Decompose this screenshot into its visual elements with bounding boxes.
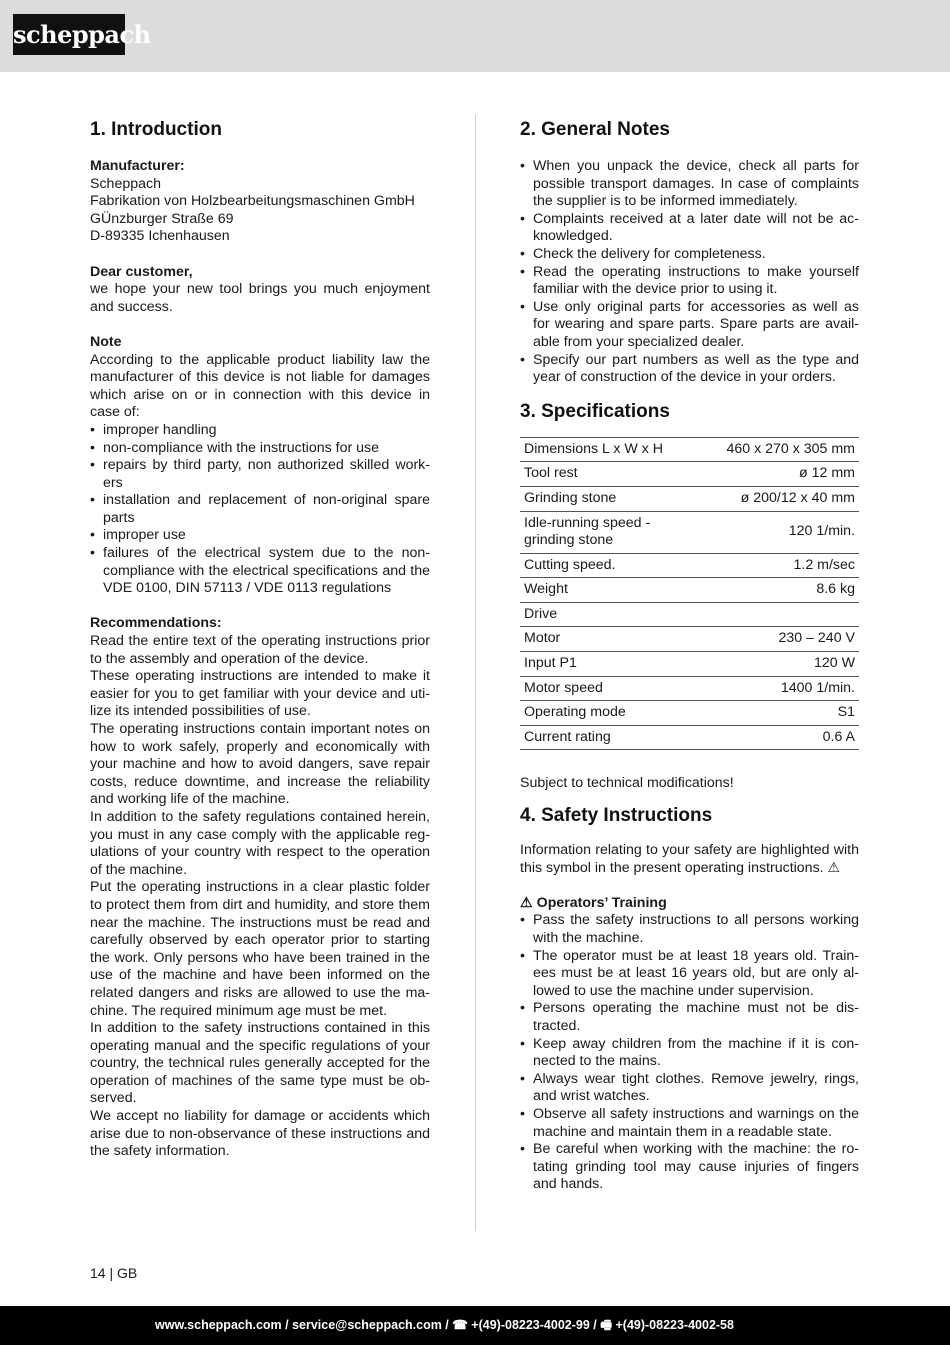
- safety-instructions-heading: 4. Safety Instructions: [520, 805, 713, 827]
- contact-info: www.scheppach.com / service@scheppach.com / ☎ +(49)-08223-4002-99 / 🖷 +(49)-08223-4002-58: [155, 1318, 734, 1332]
- training-item: • Pass the safety instructions to all persons working with the machine.: [520, 912, 859, 947]
- technical-modifications-note: Subject to technical modifications!: [520, 775, 734, 792]
- note-label: Note: [90, 333, 122, 350]
- spec-value: [670, 602, 859, 627]
- table-row: [520, 437, 859, 462]
- training-item: • The operator must be at least 18 years old. Train-ees must be at least 16 years old, but are only al-lowed to use the machine under supervision.: [520, 948, 859, 1001]
- recommendation-paragraph: We accept no liability for damage or accidents which arise due to non-observance of these instructions and the safety information.: [90, 1108, 430, 1160]
- operators-training-label: ⚠ Operators’ Training: [520, 894, 667, 911]
- spec-label: Grinding stone: [520, 486, 670, 511]
- spec-label: Current rating: [520, 725, 670, 750]
- manufacturer-label: Manufacturer:: [90, 158, 185, 174]
- spec-value: ø 12 mm: [670, 462, 859, 487]
- table-row: [520, 602, 859, 627]
- spec-label: Drive: [520, 602, 670, 627]
- table-row: [520, 578, 859, 603]
- note-item: • improper handling: [90, 422, 430, 440]
- spec-label: Operating mode: [520, 701, 670, 726]
- general-note-item: • Complaints received at a later date will not be ac-knowledged.: [520, 211, 859, 246]
- table-row: [520, 486, 859, 511]
- note-item: • non-compliance with the instructions for use: [90, 440, 430, 458]
- manufacturer-street: GÜnzburger Straße 69: [90, 210, 234, 227]
- spec-value: 1.2 m/sec: [670, 553, 859, 578]
- table-row: [520, 676, 859, 701]
- recommendation-paragraph: In addition to the safety instructions contained in this operating manual and the specific regulations of your country, the technical rules generally accepted for the operation of machines of the same type must be ob-served.: [90, 1020, 430, 1107]
- spec-label: Motor speed: [520, 676, 670, 701]
- recommendation-paragraph: In addition to the safety regulations contained herein, you must in any case comply with the applicable reg-ulations of your country with respect to the operation of the machine.: [90, 808, 430, 878]
- general-note-item: • Specify our part numbers as well as the type and year of construction of the device in your orders.: [520, 352, 859, 387]
- spec-label: Tool rest: [520, 462, 670, 487]
- spec-value: 8.6 kg: [670, 578, 859, 603]
- table-row: [520, 627, 859, 652]
- training-item: • Keep away children from the machine if it is con-nected to the mains.: [520, 1036, 859, 1071]
- recommendations-label: Recommendations:: [90, 615, 222, 632]
- dear-customer-label: Dear customer,: [90, 263, 193, 280]
- note-text: According to the applicable product liability law the manufacturer of this device is not liable for damages which arise on or in connection with this device in case of:: [90, 351, 430, 421]
- operators-training-list: [520, 912, 859, 1194]
- recommendation-paragraph: Put the operating instructions in a clear plastic folder to protect them from dirt and humidity, and store them near the machine. The instructions must be read and carefully observed by each operator prior to starting the work. Only persons who have been trained in the use of the machine and have been informed on the related dangers and risks are allowed to use the ma-chine. The required minimum age must be met.: [90, 879, 430, 1019]
- manufacturer-name: Scheppach: [90, 175, 161, 192]
- spec-value: S1: [670, 701, 859, 726]
- general-note-item: • Use only original parts for accessories as well as for wearing and spare parts. Spare parts are avail-able from your specialized dealer.: [520, 299, 859, 352]
- table-row: [520, 725, 859, 750]
- right-column: [520, 119, 859, 1194]
- specifications-table: [520, 437, 859, 751]
- column-divider: [475, 114, 476, 1231]
- recommendation-paragraph: These operating instructions are intended to make it easier for you to get familiar with your device and uti-lize its intended possibilities of use.: [90, 668, 430, 720]
- footer-bar: [0, 1306, 950, 1345]
- table-row: [520, 553, 859, 578]
- table-row: [520, 652, 859, 677]
- spec-label: Cutting speed.: [520, 553, 670, 578]
- spec-value: 0.6 A: [670, 725, 859, 750]
- general-notes-list: [520, 158, 859, 387]
- spec-value: 1400 1/min.: [670, 676, 859, 701]
- general-note-item: • Check the delivery for completeness.: [520, 246, 859, 264]
- recommendation-paragraph: Read the entire text of the operating instructions prior to the assembly and operation of the device.: [90, 633, 430, 667]
- table-row: [520, 511, 859, 553]
- training-item: • Be careful when working with the machine: the ro-tating grinding tool may cause injuries of fingers and hands.: [520, 1141, 859, 1194]
- note-item: • failures of the electrical system due to the non-compliance with the electrical specifications and the VDE 0100, DIN 57113 / VDE 0113 regulations: [90, 545, 430, 598]
- spec-label: Dimensions L x W x H: [520, 437, 670, 462]
- note-list: [90, 422, 430, 598]
- page-number: 14 | GB: [90, 1265, 138, 1281]
- general-note-item: • When you unpack the device, check all parts for possible transport damages. In case of complaints the supplier is to be informed immediately.: [520, 158, 859, 211]
- general-note-item: • Read the operating instructions to make yourself familiar with the device prior to using it.: [520, 264, 859, 299]
- note-item: • improper use: [90, 527, 430, 545]
- training-item: • Always wear tight clothes. Remove jewelry, rings, and wrist watches.: [520, 1071, 859, 1106]
- header-bar: [0, 0, 950, 72]
- manufacturer-company: Fabrikation von Holzbearbeitungsmaschinen GmbH: [90, 193, 415, 210]
- spec-value: 230 – 240 V: [670, 627, 859, 652]
- scheppach-logo: scheppach: [13, 14, 125, 55]
- table-row: [520, 701, 859, 726]
- specifications-heading: 3. Specifications: [520, 400, 670, 422]
- spec-label: Input P1: [520, 652, 670, 677]
- training-item: • Observe all safety instructions and warnings on the machine and maintain them in a readable state.: [520, 1106, 859, 1141]
- spec-value: 120 W: [670, 652, 859, 677]
- safety-intro-text: Information relating to your safety are highlighted with this symbol in the present operating instructions. ⚠: [520, 842, 859, 876]
- spec-value: 460 x 270 x 305 mm: [670, 437, 859, 462]
- spec-label: Weight: [520, 578, 670, 603]
- dear-customer-text: we hope your new tool brings you much enjoyment and success.: [90, 281, 430, 315]
- left-column: [90, 119, 430, 1161]
- recommendation-paragraph: The operating instructions contain important notes on how to work safely, properly and economically with your machine and how to avoid dangers, save repair costs, reduce downtime, and increase the reliability and working life of the machine.: [90, 721, 430, 808]
- training-item: • Persons operating the machine must not be dis-tracted.: [520, 1000, 859, 1035]
- general-notes-heading: 2. General Notes: [520, 119, 670, 140]
- introduction-heading: 1. Introduction: [90, 119, 222, 140]
- note-item: • installation and replacement of non-original spare parts: [90, 492, 430, 527]
- spec-label: Idle-running speed - grinding stone: [520, 511, 670, 553]
- manufacturer-city: D-89335 Ichenhausen: [90, 228, 230, 245]
- spec-value: 120 1/min.: [670, 511, 859, 553]
- table-row: [520, 462, 859, 487]
- note-item: • repairs by third party, non authorized skilled work-ers: [90, 457, 430, 492]
- spec-label: Motor: [520, 627, 670, 652]
- spec-value: ø 200/12 x 40 mm: [670, 486, 859, 511]
